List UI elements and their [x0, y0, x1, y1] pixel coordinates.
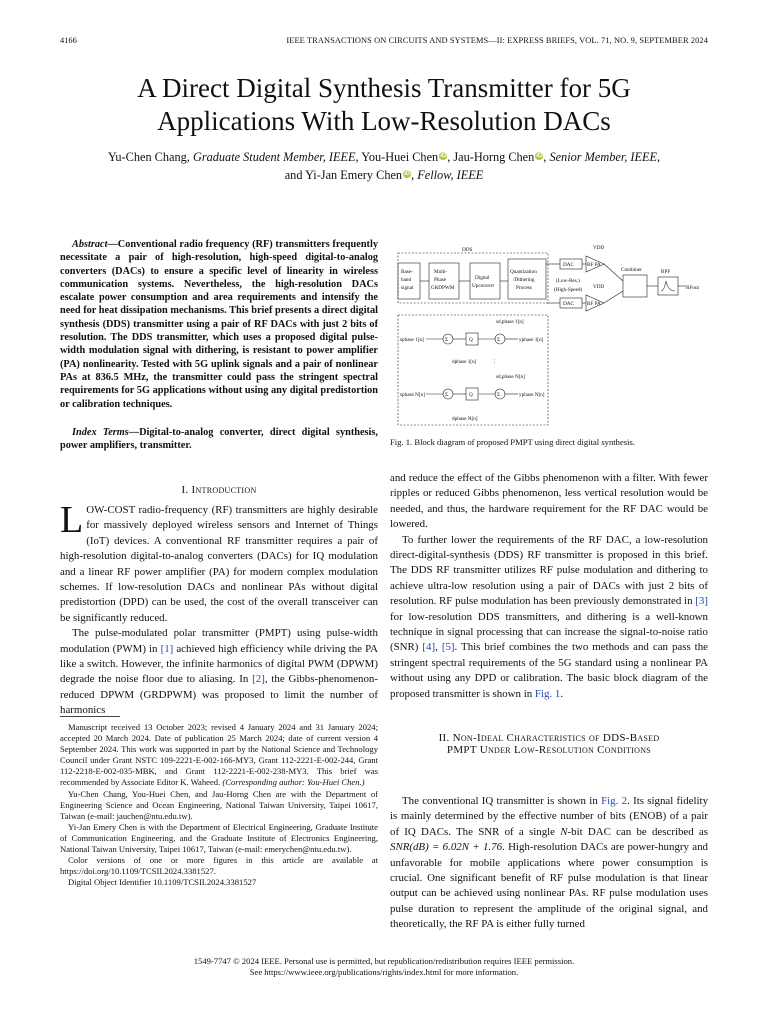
abstract-text: —Conventional radio frequency (RF) transmitters frequently necessitate a pair of high-resolution, high-speed digital-to-analog converters (DACs) to ensure a specific level of linearity in wireless communication systems. Nevertheless, the high-resolution DACs escalate power consumption and area requirements and intensify the need for heat dissipation mechanisms. This brief presents a direct digital synthesis (DDS) transmitter using a pair of RF DACs with just 2 bits of resolution. The DDS transmitter, which uses a proposed digital pulse-width modulation signal with dithering, is resistant to power amplifier (PA) nonlinearity. Tested with 5G uplink signals and a pair of nonlinear PAs at 836.5 MHz, the transmitter could pass the stringent spectral requirements for 5G applications without using any digital predistortion or calibration techniques. [60, 239, 378, 410]
fig-bpf-label: BPF [661, 269, 671, 275]
svg-text:sphase 1[n]: sphase 1[n] [400, 337, 424, 343]
author-4: and Yi-Jan Emery Chen [284, 168, 403, 182]
svg-text:/Dithering: /Dithering [513, 277, 535, 283]
fig-1-link[interactable]: Fig. 1 [534, 687, 561, 700]
svg-text:Process: Process [516, 285, 532, 291]
introduction-body [60, 499, 378, 719]
svg-text:band: band [401, 277, 412, 283]
svg-text:yphase 1[n]: yphase 1[n] [519, 337, 544, 343]
svg-text:Upconvert: Upconvert [472, 283, 494, 289]
svg-text:dphase N[n]: dphase N[n] [452, 416, 478, 422]
author-2: You-Huei Chen [361, 150, 439, 164]
svg-text:Q: Q [469, 337, 473, 343]
section-2-paragraph-1: The conventional IQ transmitter is shown in Fig. 2. Its signal fidelity is mainly determined by the effective number of bits (ENOB) of a pair of IQ DACs. The SNR of a single N-bit DAC can be described as SNR(dB) = 6.02N + 1.76. High-resolution DACs are power-hungry and unfavorable for mobile applications where power consumption is crucial. One significant benefit of RF pulse modulation is that linear output can be achieved using nonlinear PAs. RF pulse modulation uses pulse duration to represent the amplitude of the original signal, and theoretically, the RF PA is either fully turned [390, 795, 709, 931]
fig-rfout-label: RFout [686, 285, 699, 291]
author-1-role: Graduate Student Member, IEEE [192, 150, 356, 164]
title-line-1: A Direct Digital Synthesis Transmitter for 5G [137, 73, 631, 103]
svg-text:RF PA: RF PA [587, 301, 601, 307]
section-2-heading: II. Non-Ideal Characteristics of DDS-Based PMPT Under Low-Resolution Conditions [438, 732, 660, 756]
ref-5-link[interactable]: [5] [441, 641, 455, 654]
footnote-doi: Digital Object Identifier 10.1109/TCSII.2024.3381527 [68, 877, 257, 888]
svg-text:sd,phase N[n]: sd,phase N[n] [496, 374, 525, 380]
author-3-role: Senior Member, IEEE [549, 150, 658, 164]
fig-grdpwm-label: Multi- [434, 269, 448, 275]
index-terms [60, 426, 378, 453]
author-list: Yu-Chen Chang, Graduate Student Member, IEEE, You-Huei Chen iD, Jau-Horng Chen iD, Senior Member, IEEE, and Yi-Jan Emery Chen iD, Fellow, IEEE [107, 150, 661, 182]
svg-text:Σ: Σ [445, 392, 449, 398]
ref-4-link[interactable]: [4] [422, 641, 436, 654]
section-2-body [390, 794, 708, 933]
svg-text:DAC: DAC [563, 301, 574, 307]
svg-text:dphase 1[n]: dphase 1[n] [452, 359, 477, 365]
fig-combiner-label: Combiner [621, 267, 642, 273]
fig-dds-label: DDS [462, 247, 473, 253]
svg-text:VDD: VDD [593, 284, 605, 290]
orcid-icon[interactable]: iD [536, 153, 543, 159]
svg-text:VDD: VDD [593, 245, 605, 251]
ref-3-link[interactable]: [3] [695, 595, 708, 608]
journal-header: IEEE TRANSACTIONS ON CIRCUITS AND SYSTEMS—II: EXPRESS BRIEFS, VOL. 71, NO. 9, SEPTEMBER 2024 [286, 36, 708, 45]
right-column-body [390, 471, 708, 702]
fig-2-link[interactable]: Fig. 2 [601, 795, 628, 807]
svg-text:Phase: Phase [434, 277, 447, 283]
svg-text:signal: signal [401, 285, 414, 291]
ref-2-link[interactable]: [2] [252, 673, 265, 686]
author-1: Yu-Chen Chang, [107, 150, 190, 164]
footnote-rule [60, 716, 120, 717]
ref-1-link[interactable]: [1] [160, 642, 174, 655]
abstract [60, 238, 378, 411]
page-number: 4166 [60, 36, 77, 45]
fig-dac-label: DAC [563, 262, 574, 268]
drop-cap: L [60, 499, 84, 541]
svg-text:(Low-Res.): (Low-Res.) [556, 278, 580, 284]
footnote-color: Color versions of one or more figures in this article are available at https://doi.org/10.1109/TCSII.2024.3381527. [60, 855, 378, 877]
section-1-heading: I. Introduction [181, 484, 257, 496]
right-paragraph-2: To further lower the requirements of the RF DAC, a low-resolution direct-digital-synthesis (DDS) RF transmitter is proposed in this brief. The DDS RF transmitter utilizes RF pulse modulation and dithering to achieve ultra-low resolution using a pair of DACs with just 2 bits of resolution. RF pulse modulation has been previously demonstrated in [3] for low-resolution DDS transmitters, and dithering is a well-known technique in signal processing that can increase the signal-to-noise ratio (SNR) [4], [5]. This brief combines the two methods and can pass the stringent spectral requirements of the 5G standard using a nonlinear PA without using any DPD or calibration. The basic block diagram of the proposed transmitter is shown in Fig. 1. [390, 533, 708, 700]
fig-rfpa-label: RF PA [587, 262, 601, 268]
orcid-icon[interactable]: iD [404, 171, 411, 177]
svg-text:yphase N[n]: yphase N[n] [519, 392, 545, 398]
intro-paragraph-2: The pulse-modulated polar transmitter (PMPT) using pulse-width modulation (PWM) in [1] achieved high efficiency while driving the PA like a switch. However, the infinite harmonics of digital PWM (DPWM) degrade the noise floor due to aliasing. In [2], the Gibbs-phenomenon-reduced DPWM (GRDPWM) was proposed to limit the number of harmonics [60, 627, 378, 717]
title-line-2: Applications With Low-Resolution DACs [157, 106, 611, 136]
copyright-notice: 1549-7747 © 2024 IEEE. Personal use is permitted, but republication/redistribution requires IEEE permission. See https://www.ieee.org/publications/rights/index.html for more information. [193, 956, 575, 977]
footnote-affiliation-2: Yi-Jan Emery Chen is with the Department of Electrical Engineering, Graduate Institute of Communication Engineering, and the Graduate Institute of Electronics Engineering, National Taiwan University, Taipei 10617, Taiwan (e-mail: emerychen@ntu.edu.tw). [60, 821, 378, 855]
svg-text:Σ: Σ [497, 392, 501, 398]
svg-text:GRDPWM: GRDPWM [431, 285, 455, 291]
figure-1-block-diagram [396, 241, 708, 431]
index-terms-label: Index Terms [72, 427, 129, 438]
svg-text:Σ: Σ [497, 337, 501, 343]
author-4-role: Fellow, IEEE [417, 168, 484, 182]
author-3: Jau-Horng Chen [453, 150, 535, 164]
orcid-icon[interactable]: iD [440, 153, 447, 159]
snr-equation: SNR(dB) = 6.02N + 1.76 [390, 841, 503, 854]
svg-text:Σ: Σ [445, 337, 449, 343]
paper-title [60, 72, 708, 138]
footnote [60, 722, 378, 888]
svg-text:⋮: ⋮ [492, 359, 498, 365]
svg-text:Q: Q [469, 392, 473, 398]
abstract-label: Abstract [72, 239, 108, 250]
right-paragraph-1: and reduce the effect of the Gibbs phenomenon with a filter. With fewer ripples or reduced Gibbs phenomenon, less vertical resolution would be needed, and thus, the hardware requirement for the RF DAC would be lowered. [390, 472, 708, 531]
figure-1-caption: Fig. 1. Block diagram of proposed PMPT using direct digital synthesis. [390, 437, 635, 447]
svg-text:sd,phase 1[n]: sd,phase 1[n] [496, 319, 524, 325]
svg-text:(High-Speed): (High-Speed) [554, 287, 583, 293]
footnote-manuscript: Manuscript received 13 October 2023; revised 4 January 2024 and 31 January 2024; accepted 20 March 2024. Date of publication 25 March 2024; date of current version 4 September 2024. This work was supported in part by the National Science and Technology Council under Grant NSTC 109-2221-E-002-166-MY3, Grant 112-2221-E-002-244, Grant 112-2218-E-002-035-MBK, and Grant 112-2221-E-002-238-MY3. This brief was recommended by Associate Editor K. Waheed. (Corresponding author: You-Huei Chen.) [60, 722, 378, 788]
fig-upconvert-label: Digital [475, 275, 490, 281]
fig-quantization-label: Quantization [510, 269, 537, 275]
fig-baseband-label: Base- [401, 269, 413, 275]
svg-text:sphase N[n]: sphase N[n] [400, 392, 425, 398]
footnote-affiliation-1: Yu-Chen Chang, You-Huei Chen, and Jau-Horng Chen are with the Department of Engineering Science and Ocean Engineering, National Taiwan University, Taipei 10617, Taiwan (e-mail: jauchen@ntu.edu.tw). [60, 788, 378, 821]
index-terms-text: —Digital-to-analog converter, direct digital synthesis, power amplifiers, transmitter. [60, 427, 378, 452]
intro-paragraph-1: LOW-COST radio-frequency (RF) transmitters are highly desirable for massively deployed wireless sensors and Internet of Things (IoT) devices. A conventional RF transmitter requires a pair of high-resolution digital-to-analog converters (DACs) for IQ modulation and a linear RF power amplifier (PA) for modern complex modulation schemes. If low-resolution DACs and nonlinear PAs without digital predistortion (DPD) can be used, the cost of the overall transceiver can be significantly reduced. [60, 499, 378, 624]
